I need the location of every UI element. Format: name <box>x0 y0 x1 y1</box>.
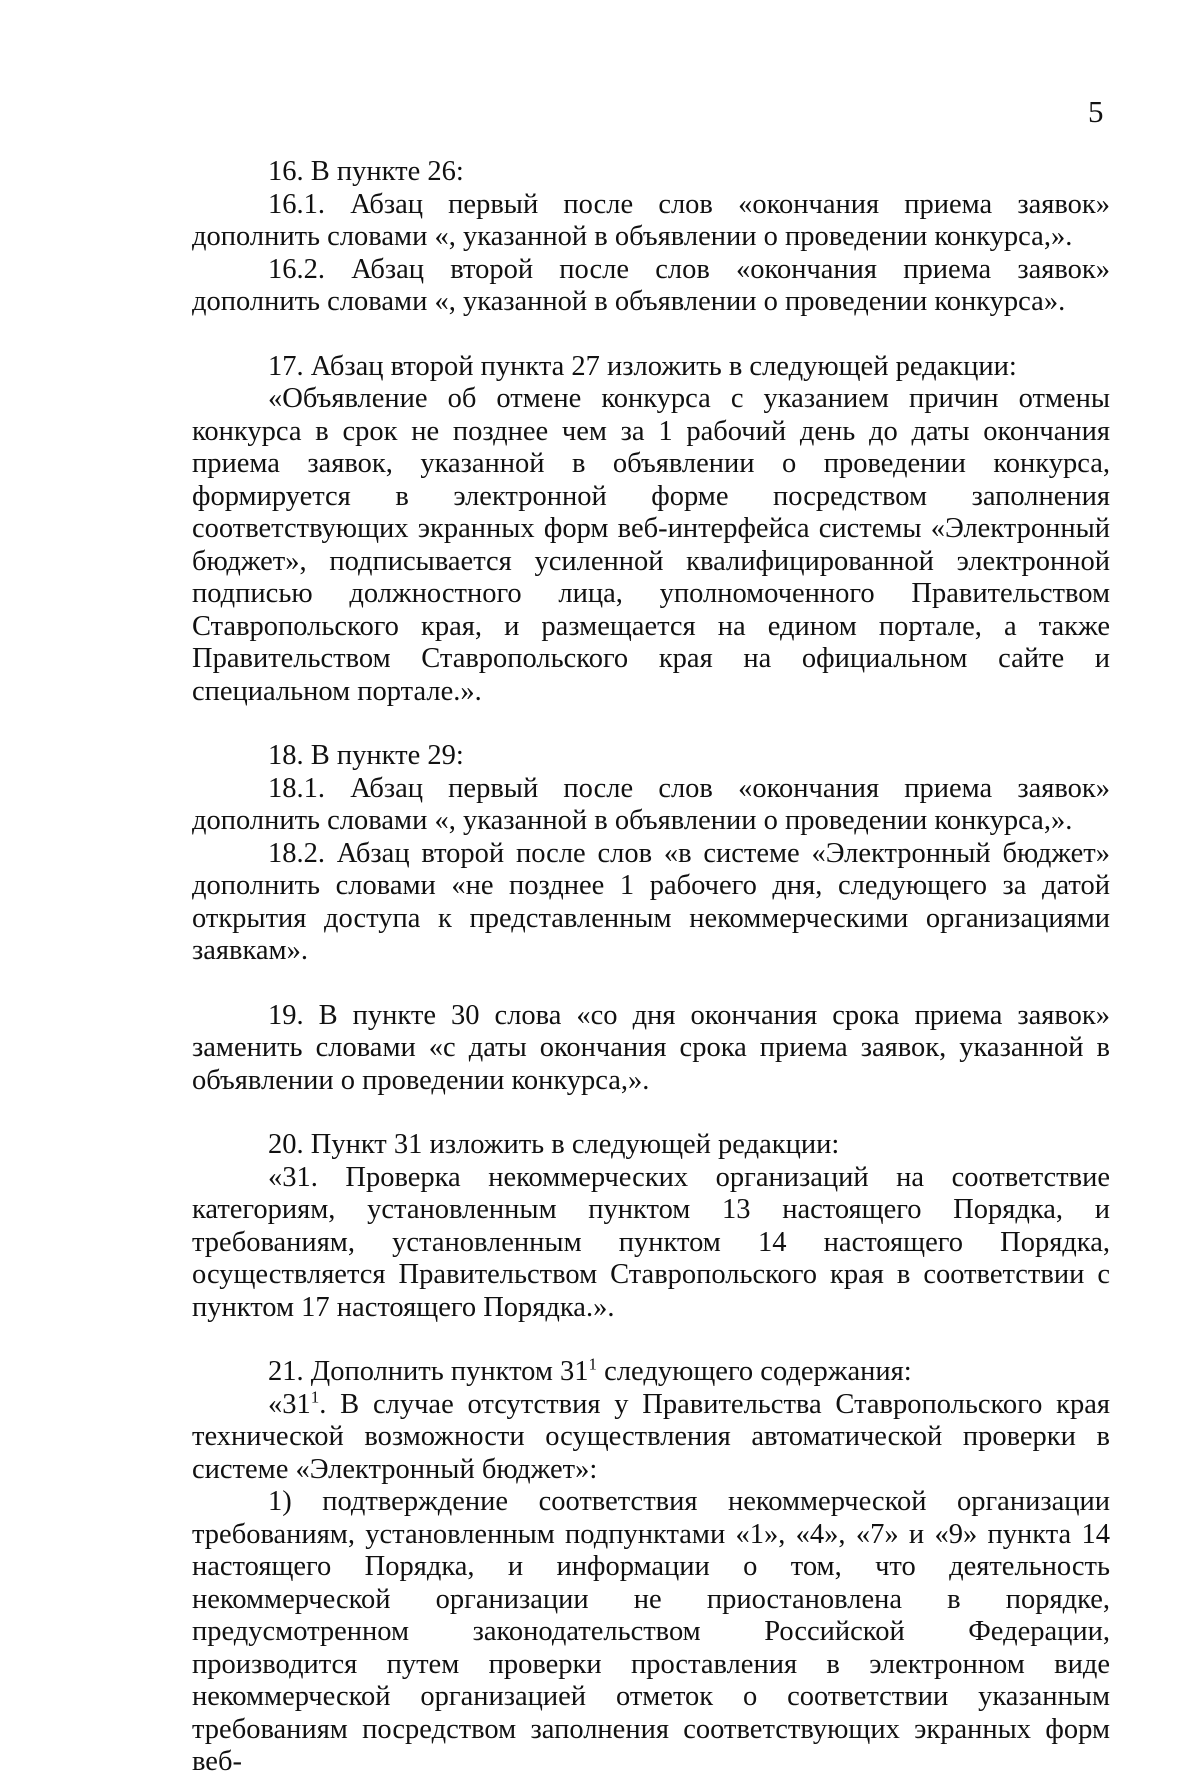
page-number: 5 <box>1088 94 1104 129</box>
superscript: 1 <box>588 1354 598 1374</box>
paragraph-21-quote <box>192 1389 1110 1487</box>
paragraph-19: 19. В пункте 30 слова «со дня окончания срока приема заявок» заменить словами «с даты окончания срока приема заявок, указанной в объявлении о проведении конкурса,». <box>192 999 1110 1096</box>
paragraph-20-quote: «31. Проверка некоммерческих организаций на соответствие категориям, установленным пунктом 13 настоящего Порядка, и требованиям, установленным пунктом 14 настоящего Порядка, осуществляется Правительством Ставропольского края в соответствии с пунктом 17 настоящего Порядка.». <box>192 1161 1110 1323</box>
paragraph-20: 20. Пункт 31 изложить в следующей редакции: <box>268 1129 840 1160</box>
paragraph-18-2: 18.2. Абзац второй после слов «в системе «Электронный бюджет» дополнить словами «не позднее 1 рабочего дня, следующего за датой открытия доступа к представленным некоммерческими организациями заявкам». <box>192 837 1110 966</box>
paragraph-16-1: 16.1. Абзац первый после слов «окончания приема заявок» дополнить словами «, указанной в объявлении о проведении конкурса,». <box>192 188 1110 252</box>
paragraph-18-1: 18.1. Абзац первый после слов «окончания приема заявок» дополнить словами «, указанной в объявлении о проведении конкурса,». <box>192 772 1110 836</box>
paragraph-21 <box>192 1356 1110 1389</box>
paragraph-17: 17. Абзац второй пункта 27 изложить в следующей редакции: <box>268 350 1017 382</box>
paragraph-17-quote: «Объявление об отмене конкурса с указанием причин отмены конкурса в срок не позднее чем за 1 рабочий день до даты окончания приема заявок, указанной в объявлении о проведении конкурса, формируется в электронной форме посредством заполнения соответствующих экранных форм веб-интерфейса системы «Электронный бюджет», подписывается усиленной квалифицированной электронной подписью должностного лица, уполномоченного Правительством Ставропольского края, и размещается на едином портале, а также Правительством Ставропольского края на официальном сайте и специальном портале.». <box>192 383 1110 707</box>
paragraph-21-text: 21. Дополнить пунктом 31 <box>268 1356 589 1387</box>
paragraph-18: 18. В пункте 29: <box>268 740 464 771</box>
paragraph-21-tail: следующего содержания: <box>597 1356 912 1387</box>
document-body <box>192 156 1110 1779</box>
superscript: 1 <box>310 1387 320 1406</box>
paragraph-21-quote-text: . В случае отсутствия у Правительства Ставропольского края технической возможности осуществления автоматической проверки в системе «Электронный бюджет»: <box>192 1388 1110 1485</box>
paragraph-16: 16. В пункте 26: <box>268 156 464 187</box>
paragraph-16-2: 16.2. Абзац второй после слов «окончания приема заявок» дополнить словами «, указанной в объявлении о проведении конкурса». <box>192 253 1110 317</box>
paragraph-21-quote-start: «31 <box>268 1388 311 1420</box>
paragraph-21-item-1: 1) подтверждение соответствия некоммерческой организации требованиям, установленным подпунктами «1», «4», «7» и «9» пункта 14 настоящего Порядка, и информации о том, что деятельность некоммерческой организации не приостановлена в порядке, предусмотренном законодательством Российской Федерации, производится путем проверки проставления в электронном виде некоммерческой организацией отметок о соответствии указанным требованиям посредством заполнения соответствующих экранных форм веб- <box>192 1486 1110 1777</box>
